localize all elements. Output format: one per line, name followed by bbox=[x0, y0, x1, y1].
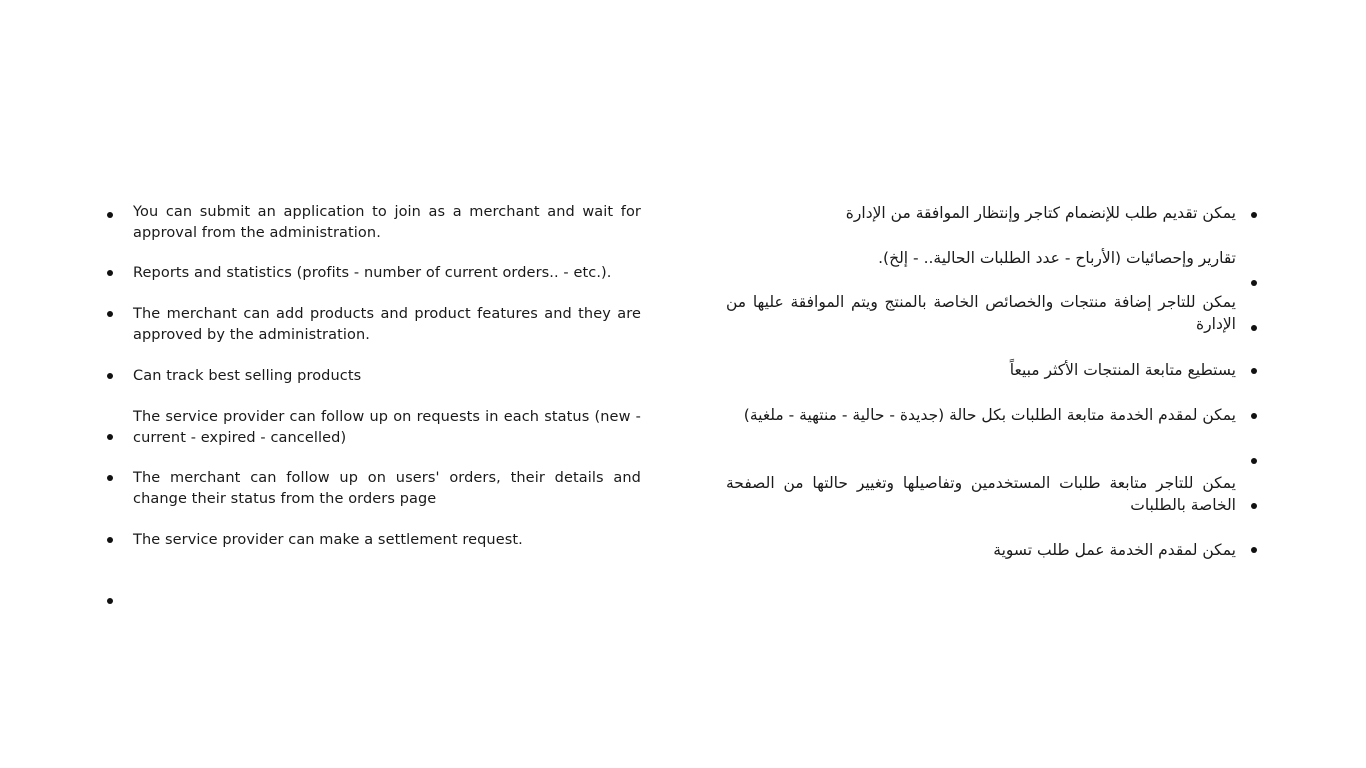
english-item-reports: Reports and statistics (profits - number of current orders.. - etc.). bbox=[133, 265, 612, 281]
bullet-icon bbox=[1251, 547, 1257, 553]
bullet-icon bbox=[107, 434, 113, 440]
bullet-icon bbox=[1251, 368, 1257, 374]
bullet-icon bbox=[107, 270, 113, 276]
bullet-icon bbox=[1251, 458, 1257, 464]
bullet-icon bbox=[1251, 212, 1257, 218]
bullet-icon bbox=[107, 212, 113, 218]
bullet-icon bbox=[1251, 325, 1257, 331]
bullet-icon bbox=[107, 598, 113, 604]
bullet-icon bbox=[1251, 503, 1257, 509]
arabic-item-settlement: يمكن لمقدم الخدمة عمل طلب تسوية bbox=[993, 541, 1236, 559]
bullet-icon bbox=[107, 475, 113, 481]
english-item-settlement: The service provider can make a settlement request. bbox=[133, 532, 523, 548]
arabic-item-reports: تقارير وإحصائيات (الأرباح - عدد الطلبات الحالية.. - إلخ). bbox=[878, 249, 1236, 267]
bullet-icon bbox=[1251, 280, 1257, 286]
arabic-item-join-request: يمكن تقديم طلب للإنضمام كتاجر وإنتظار الموافقة من الإدارة bbox=[845, 204, 1236, 222]
english-item-user-orders: The merchant can follow up on users' orders, their details and change their status from the orders page bbox=[133, 470, 641, 507]
bullet-icon bbox=[107, 373, 113, 379]
english-item-best-selling: Can track best selling products bbox=[133, 368, 362, 384]
arabic-item-user-orders: يمكن للتاجر متابعة طلبات المستخدمين وتفاصيلها وتغيير حالتها من الصفحة الخاصة بالطلبات bbox=[726, 474, 1236, 514]
english-item-join-request: You can submit an application to join as a merchant and wait for approval from the administration. bbox=[133, 204, 641, 241]
arabic-item-request-status: يمكن لمقدم الخدمة متابعة الطلبات بكل حالة (جديدة - حالية - منتهية - ملغية) bbox=[743, 406, 1236, 424]
arabic-item-best-selling: يستطيع متابعة المنتجات الأكثر مبيعاً bbox=[1009, 361, 1236, 379]
bullet-icon bbox=[107, 537, 113, 543]
english-item-add-products: The merchant can add products and product features and they are approved by the administration. bbox=[133, 306, 641, 343]
bullet-icon bbox=[107, 311, 113, 317]
english-item-request-status: The service provider can follow up on requests in each status (new - current - expired - cancelled) bbox=[133, 409, 641, 446]
arabic-item-add-products: يمكن للتاجر إضافة منتجات والخصائص الخاصة بالمنتج ويتم الموافقة عليها من الإدارة bbox=[726, 293, 1236, 333]
arabic-feature-list bbox=[683, 0, 1366, 768]
bullet-icon bbox=[1251, 413, 1257, 419]
